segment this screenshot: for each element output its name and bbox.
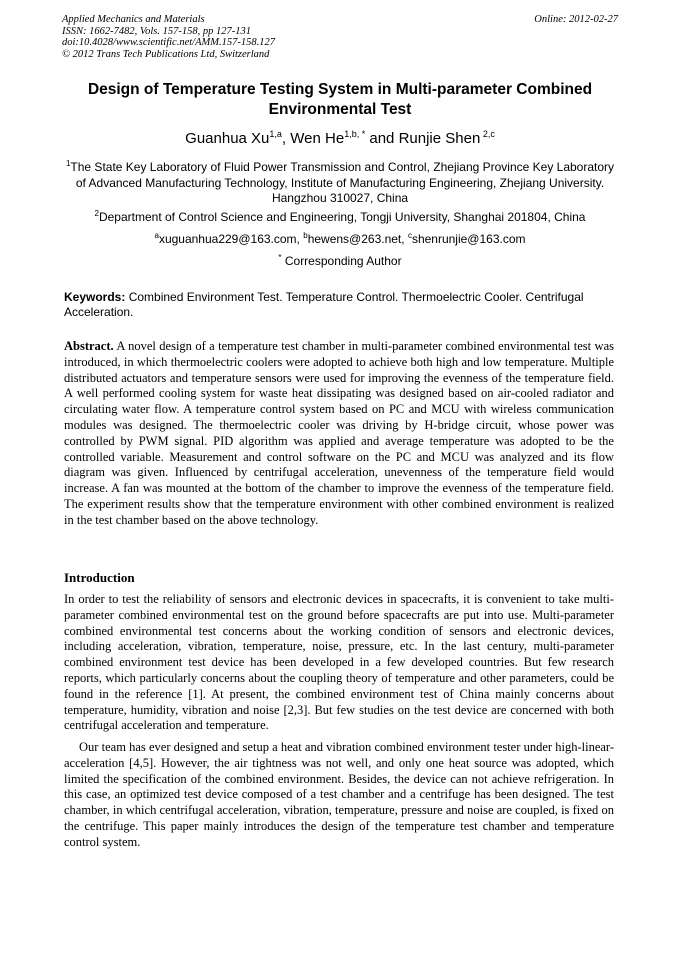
author-superscript: 2,c (480, 129, 495, 139)
affiliation-2 (62, 210, 618, 226)
affiliation-marker: 2 (94, 209, 99, 218)
author-name: Runjie Shen (398, 130, 481, 147)
email-line (62, 232, 618, 247)
keywords-text: Combined Environment Test. Temperature Control. Thermoelectric Cooler. Centrifugal Acceleration. (64, 290, 584, 319)
introduction-heading: Introduction (64, 570, 135, 585)
journal-header (62, 14, 618, 60)
abstract-label: Abstract. (64, 339, 114, 353)
email-link[interactable]: shenrunjie@163.com (411, 232, 526, 246)
author-line (62, 129, 618, 149)
paper-title: Design of Temperature Testing System in Multi-parameter Combined Environmental Test (87, 81, 593, 118)
email-marker: a (154, 231, 159, 240)
affiliation-text: Department of Control Science and Engineering, Tongji University, Shanghai 201804, China (98, 210, 586, 224)
corresponding-marker: * (278, 253, 282, 262)
email-link[interactable]: xuguanhua229@163.com, (158, 232, 304, 246)
corresponding-author-note (62, 254, 618, 269)
email-marker: b (303, 231, 308, 240)
abstract (64, 339, 614, 529)
affiliation-text: The State Key Laboratory of Fluid Power Transmission and Control, Zhejiang Province Key Laboratory of Advanced Manufacturing Technology, Institute of Manufacturing Engineering, Zhejiang University. Hangzhou 310027, China (70, 160, 615, 205)
email-marker: c (407, 231, 412, 240)
author-superscript: 1,b, * (344, 129, 366, 139)
email-link[interactable]: hewens@263.net, (307, 232, 408, 246)
affiliation-1 (62, 160, 618, 207)
journal-name: Applied Mechanics and Materials (62, 14, 205, 25)
affiliation-marker: 1 (65, 159, 71, 168)
author-name: Wen He (290, 130, 345, 147)
author-superscript: 1,a (269, 129, 282, 139)
keywords-label: Keywords: (64, 290, 126, 304)
copyright-line: © 2012 Trans Tech Publications Ltd, Switzerland (62, 48, 270, 60)
author-separator: and (365, 130, 399, 147)
author-name: Guanhua Xu (185, 130, 270, 147)
corresponding-text: Corresponding Author (281, 254, 402, 268)
author-separator: , (281, 130, 291, 147)
doi-line: doi:10.4028/www.scientific.net/AMM.157-158.127 (62, 37, 275, 49)
online-date: Online: 2012-02-27 (534, 14, 618, 25)
introduction-paragraph-2: Our team has ever designed and setup a heat and vibration combined environment tester under high-linear-acceleration [4,5]. However, the air tightness was not well, and only one heat source was adopted, which limited the specification of the combined environment. Besides, the device can not achieve refrigeration. In this case, an optimized test device composed of a test chamber and a centrifuge has been designed. The test chamber, in which centrifugal acceleration, vibration, temperature, pressure and noise are coupled, is fixed on the centrifuge. This paper mainly introduces the design of the temperature test chamber and temperature control system. (64, 740, 614, 849)
issn-line: ISSN: 1662-7482, Vols. 157-158, pp 127-131 (62, 25, 251, 37)
abstract-text: A novel design of a temperature test chamber in multi-parameter combined environmental test was introduced, in which thermoelectric coolers were adopted to achieve both high and low temperature. Multiple distributed actuators and temperature sensors were used for improving the evenness of the temperature field. A well performed cooling system for waste heat dissipating was designed based on air-cooled radiator and circulating water flow. A temperature control system based on PC and MCU with wireless communication modules was designed. The thermoelectric cooler was driving by H-bridge circuit, whose power was controlled by PWM signal. PID algorithm was applied and average temperature was adopted to be the controlled variable. Measurement and control software on the PC and MCU was analyzed and its flow diagram was given. Influenced by centrifugal acceleration, unevenness of the temperature field would increase. A fan was mounted at the bottom of the chamber to improve the evenness of the temperature field. The experiment results show that the temperature environment with other combined environment is realized in the test chamber based on the above technology. (64, 339, 614, 527)
introduction-paragraph-1: In order to test the reliability of sensors and electronic devices in spacecrafts, it is convenient to take multi-parameter combined environmental test on the ground before spacecrafts are put into use. Multi-parameter combined environmental test concerns about the working condition of sensors and electronic devices, including acceleration, vibration, temperature, noise, pressure, etc. In the last century, multi-parameter combined environment test device has been developed in a few developed countries. But few research reports, which particularly concerns about the coupling theory of temperature and other parameters, could be found in the reference [1]. At present, the combined environment test of China mainly concerns about temperature, humidity, vibration and noise [2,3]. But few studies on the test device are concerned with both centrifugal acceleration and temperature. (64, 592, 614, 733)
keywords (64, 290, 614, 320)
